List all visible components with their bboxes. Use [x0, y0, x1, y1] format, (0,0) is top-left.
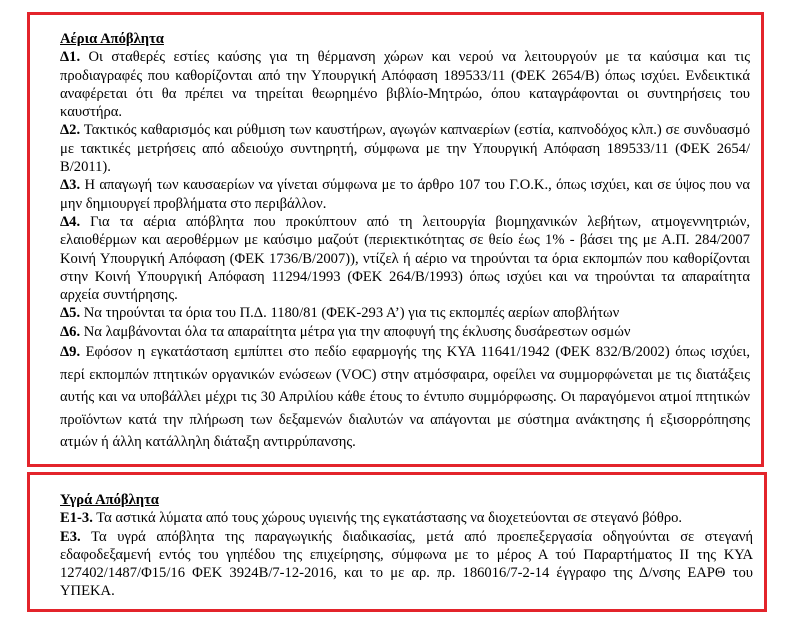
term-text: Για τα αέρια απόβλητα που προκύπτουν από τη λειτουργία βιομηχανικών λεβήτων, ατμογεννητριών, ελαιοθέρμων και αεροθέρμων με καύσιμο μαζούτ (περιεκτικότητας σε θείο έως 1% - βάσει της με Α.Π. 284/2007 Κοινή Υπουργική Απόφαση (ΦΕΚ 1736/Β/2007)), ντίζελ ή αέριο να τηρούνται τα όρια εκπομπών που καθορίζονται στην Κοινή Υπουργική Απόφαση 11294/1993 (ΦΕΚ 264/Β/1993) όπως ισχύει και να τηρούνται τα απαραίτητα αρχεία συντήρησης.: [60, 213, 750, 304]
term-code: Δ6.: [60, 323, 81, 340]
term-d4: [60, 213, 750, 304]
air-emissions-heading: Αέρια Απόβλητα: [60, 31, 164, 47]
term-e3: [60, 528, 753, 601]
liquid-waste-section: [60, 491, 753, 601]
term-d2: [60, 121, 750, 176]
term-code: Δ4.: [60, 213, 81, 230]
liquid-waste-heading: Υγρά Απόβλητα: [60, 492, 159, 508]
term-code: Δ9.: [60, 344, 81, 361]
term-code: Δ1.: [60, 49, 81, 66]
term-text: Οι σταθερές εστίες καύσης για τη θέρμανση χώρων και νερού να λειτουργούν με τα καύσιμα και τις προδιαγραφές που καθορίζονται από την Υπουργική Απόφαση 189533/11 (ΦΕΚ 2654/Β) όπως ισχύει. Ενδεικτικά αναφέρεται ότι θα πρέπει να τηρείται θεωρημένο βιβλίο-Μητρώο, όπου καταγράφονται οι συντηρήσεις του καυστήρα.: [60, 49, 750, 121]
term-text: Να τηρούνται τα όρια του Π.Δ. 1180/81 (ΦΕΚ-293 Α’) για τις εκπομπές αερίων αποβλήτων: [80, 305, 620, 322]
term-text: Να λαμβάνονται όλα τα απαραίτητα μέτρα για την αποφυγή της έκλυσης δυσάρεστων οσμών: [80, 323, 631, 340]
term-code: Δ2.: [60, 122, 81, 139]
term-text: Η απαγωγή των καυσαερίων να γίνεται σύμφωνα με το άρθρο 107 του Γ.Ο.Κ., όπως ισχύει, και σε ύψος που να μην δημιουργεί προβλήματα στο περιβάλλον.: [60, 177, 750, 212]
term-d3: [60, 176, 750, 213]
term-d9: [60, 341, 750, 454]
air-emissions-section: [60, 30, 750, 454]
term-text: Τα αστικά λύματα από τους χώρους υγιεινής της εγκατάστασης να διοχετεύονται σε στεγανό βόθρο.: [92, 510, 683, 527]
term-d6: [60, 323, 750, 341]
term-text: Τα υγρά απόβλητα της παραγωγικής διαδικασίας, μετά από προεπεξεργασία οδηγούνται σε στεγανή εδαφοδεξαμενή εντός του γηπέδου της επιχείρησης, σύμφωνα με το μέρος Α τού Παραρτήματος ΙΙ της ΚΥΑ 127402/1487/Φ15/16 ΦΕΚ 3924Β/7-12-2016, και το με αρ. πρ. 186016/7-2-14 έγγραφο της Δ/νσης ΕΑΡΘ του ΥΠΕΚΑ.: [60, 528, 753, 600]
term-text: Τακτικός καθαρισμός και ρύθμιση των καυστήρων, αγωγών καπναερίων (εστία, καπνοδόχος κλπ.) σε συνδυασμό με τακτικές μετρήσεις από αδειούχο συντηρητή, σύμφωνα με την Υπουργική Απόφαση 189533/11 (ΦΕΚ 2654/Β/2011).: [60, 122, 750, 176]
term-code: Δ5.: [60, 305, 81, 322]
term-d1: [60, 48, 750, 121]
term-code: Δ3.: [60, 177, 81, 194]
term-code: Ε3.: [60, 528, 81, 545]
term-d5: [60, 304, 750, 322]
term-code: Ε1-3.: [60, 510, 93, 527]
term-e1-3: [60, 509, 753, 527]
term-text: Εφόσον η εγκατάσταση εμπίπτει στο πεδίο εφαρμογής της ΚΥΑ 11641/1942 (ΦΕΚ 832/Β/2002) όπως ισχύει, περί εκπομπών πτητικών οργανικών ενώσεων (VOC) στην ατμόσφαιρα, οφείλει να συμμορφώνεται με τις διατάξεις αυτής και να υποβάλλει μέχρι τις 30 Απριλίου κάθε έτους το έντυπο συμμόρφωσης. Οι παραγόμενοι ατμοί πτητικών προϊόντων κατά την πλήρωση των δεξαμενών διαλυτών να απάγονται με σύστημα ανάκτησης ή εξισορρόπησης ατμών ή άλλη κατάλληλη διάταξη αντιρρύπανσης.: [60, 344, 750, 451]
